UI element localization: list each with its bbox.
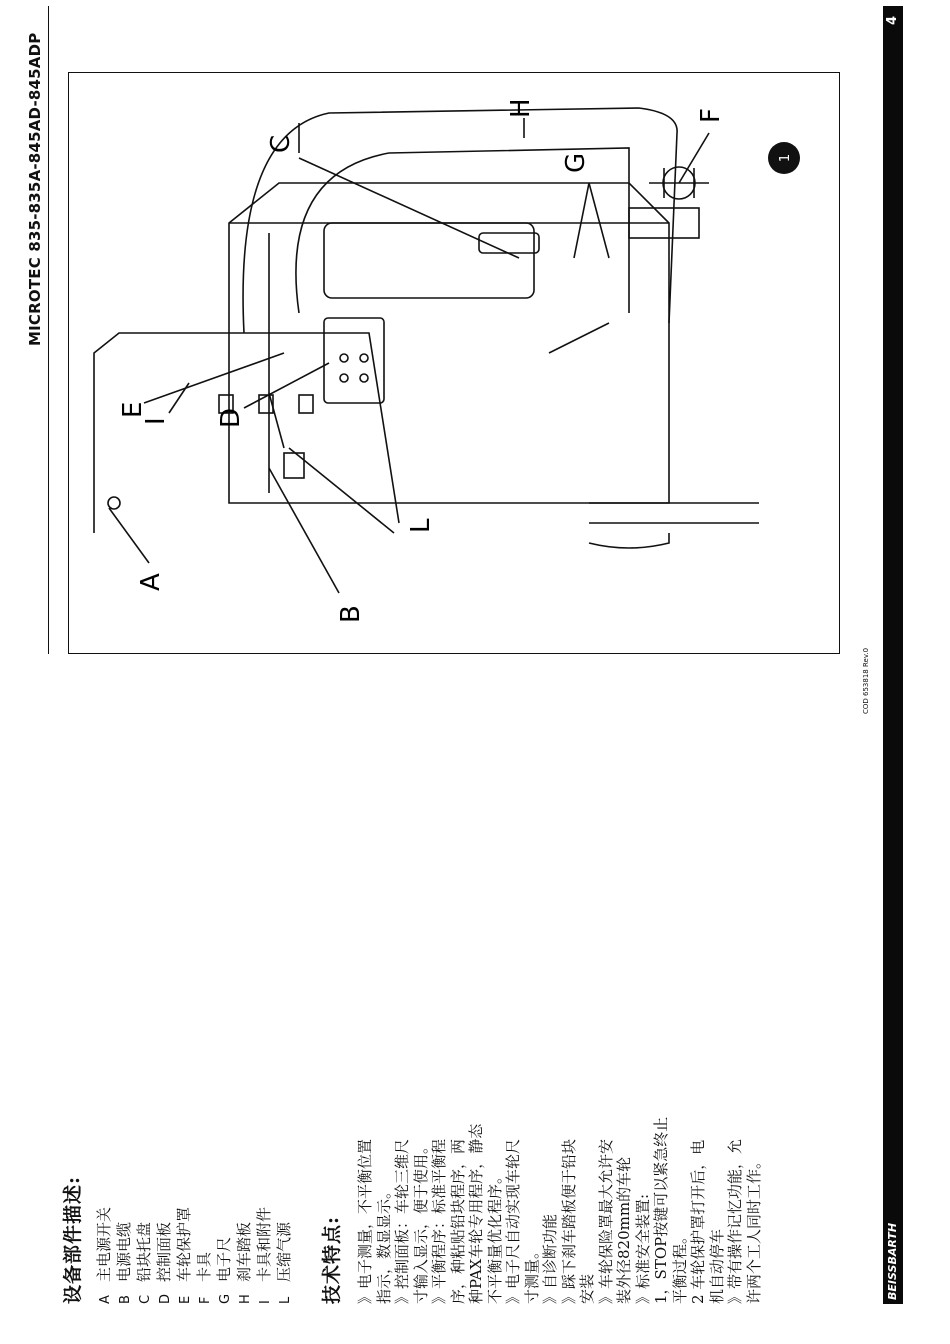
part-text: 电源电缆 (115, 1221, 133, 1282)
figure-number: 1 (778, 153, 793, 163)
leader-d (244, 363, 329, 408)
list-item (135, 684, 155, 1304)
features-title: 技术特点: (321, 1215, 343, 1304)
label-l: L (406, 518, 436, 533)
feature-line: 》平衡程序：标准平衡程 (430, 1138, 448, 1304)
machine-figure (68, 72, 840, 654)
part-letter: C (138, 1294, 153, 1304)
feature-line: 许两个工人同时工作。 (744, 1153, 763, 1304)
feature-line: 》控制面板：车轮三维尺 (393, 1138, 411, 1304)
part-text: 主电源开关 (95, 1206, 113, 1282)
feature-line: 》车轮保险罩最大允许安 (596, 1138, 615, 1304)
panel-knob (360, 374, 368, 382)
feature-line: 安装 (578, 1273, 596, 1304)
feature-line: 平衡过程。 (670, 1228, 689, 1304)
list-item (235, 684, 255, 1304)
label-g: G (561, 152, 591, 173)
power-cable (269, 393, 284, 448)
panel-knob (360, 354, 368, 362)
footer-bar (883, 6, 903, 1304)
feature-line: 种PAX车轮专用程序，静态 (467, 1123, 485, 1304)
leader-c (299, 158, 519, 258)
part-text: 电子尺 (215, 1236, 233, 1282)
text-column (58, 684, 763, 1304)
label-i: I (141, 417, 171, 425)
feature-line: 装外径820mm的车轮 (615, 1156, 633, 1304)
list-item (195, 684, 215, 1304)
feature-line: 序，种粘贴铅块程序，两 (448, 1138, 467, 1304)
front-panel-slot (324, 223, 534, 298)
part-text: 刹车踏板 (235, 1221, 253, 1282)
part-letter: H (238, 1294, 253, 1304)
part-letter: D (158, 1293, 173, 1304)
features-text (356, 684, 763, 1304)
leader-l (289, 448, 394, 533)
feature-line: 》自诊断功能 (541, 1213, 559, 1304)
feature-line: 机自动停车 (707, 1228, 726, 1304)
label-b: B (336, 605, 366, 623)
list-item (275, 684, 295, 1304)
list-item (175, 684, 195, 1304)
feature-line: 》踩下刹车踏板便于铅块 (559, 1138, 578, 1304)
parts-title: 设备部件描述: (62, 1175, 84, 1304)
list-item (215, 684, 235, 1304)
page-number: 4 (885, 16, 900, 26)
part-text: 车轮保护罩 (175, 1206, 193, 1282)
part-letter: G (218, 1293, 233, 1304)
machine-body (229, 183, 669, 503)
pin (299, 395, 313, 413)
leader-a (109, 508, 149, 563)
part-letter: I (258, 1300, 273, 1304)
wheel-balancer-drawing (69, 73, 839, 653)
label-plate (479, 233, 539, 253)
label-a: A (136, 573, 166, 591)
part-text: 控制面板 (155, 1221, 173, 1282)
part-letter: L (278, 1296, 293, 1304)
panel-knob (340, 354, 348, 362)
part-text: 压缩气源 (275, 1221, 293, 1282)
document-title: MICROTEC 835-835A-845AD-845ADP (26, 32, 44, 346)
control-panel-outline (324, 318, 384, 403)
part-text: 卡具和附件 (255, 1206, 273, 1282)
feature-line: 》电子尺自动实现车轮尺 (504, 1138, 522, 1304)
feature-line: 2 车轮保护罩打开后，电 (689, 1139, 707, 1304)
main-switch (108, 497, 120, 509)
label-c: C (266, 134, 296, 153)
feature-line: 寸输入显示，便于使用。 (411, 1138, 430, 1304)
leader-b (269, 468, 339, 593)
part-letter: B (118, 1295, 133, 1304)
brand-logo: BEISSBARTH (886, 1222, 899, 1300)
wheel-guard (243, 108, 677, 333)
part-letter: A (98, 1295, 113, 1304)
parts-list (95, 684, 295, 1304)
feature-line: 》带有操作记忆功能，允 (726, 1138, 744, 1304)
panel-knob (340, 374, 348, 382)
leader-i (169, 383, 189, 413)
list-item (255, 684, 275, 1304)
feature-line: 》电子测量，不平衡位置 (356, 1138, 374, 1304)
label-f: F (696, 108, 726, 123)
feature-line: 》标准安全装置: (633, 1193, 652, 1304)
list-item (95, 684, 115, 1304)
document-code: COD 653818 Rev.0 (862, 647, 870, 714)
label-d: D (216, 407, 246, 428)
part-letter: F (198, 1296, 213, 1304)
gauge-arm (549, 323, 609, 353)
label-h: H (506, 98, 536, 118)
leader-g1 (574, 183, 589, 258)
feature-line: 不平衡量优化程序。 (485, 1168, 504, 1304)
leader-g2 (589, 183, 609, 258)
part-text: 卡具 (195, 1251, 213, 1282)
header-divider (48, 6, 49, 654)
brake-pedal (589, 533, 669, 548)
label-e: E (118, 401, 148, 418)
list-item (155, 684, 175, 1304)
part-text: 铅块托盘 (135, 1221, 153, 1282)
feature-line: 指示，数显显示。 (374, 1183, 393, 1304)
feature-line: 寸测量。 (522, 1243, 541, 1304)
part-letter: E (178, 1295, 193, 1304)
list-item (115, 684, 135, 1304)
feature-line: 1，STOP按键可以紧急终止 (652, 1116, 670, 1304)
